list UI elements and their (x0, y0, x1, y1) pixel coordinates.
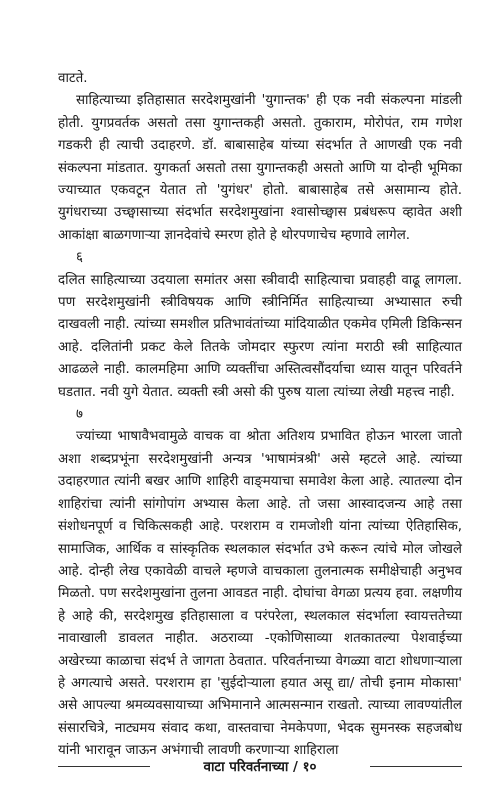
running-title: वाटा परिवर्तनाच्या / १० (203, 760, 317, 775)
section-number-6: ६ (76, 250, 83, 266)
paragraph-bhashamantrashri: ज्यांच्या भाषावैभवामुळे वाचक वा श्रोता अतिशय प्रभावित होऊन भारला जातो अशा शब्दप्रभूंना सरदेशमुखांनी अन्यत्र 'भाषामंत्रश्री' असे म्हटले आहे. त्यांच्या उदाहरणात त्यांनी बखर आणि शाहिरी वाङ्‌मयाचा समावेश केला आहे. त्यातल्या दोन शाहिरांचा त्यांनी सांगोपांग अभ्यास केला आहे. तो जसा आस्वादजन्य आहे तसा संशोधनपूर्ण व चिकित्सकही आहे. परशराम व रामजोशी यांना त्यांच्या ऐतिहासिक, सामाजिक, आर्थिक व सांस्कृतिक स्थलकाल संदर्भात उभे करून त्यांचे मोल जोखले आहे. दोन्ही लेख एकावेळी वाचले म्हणजे वाचकाला तुलनात्मक समीक्षेचाही अनुभव मिळतो. पण सरदेशमुखांना तुलना आवडत नाही. दोघांचा वेगळा प्रत्यय हवा. लक्षणीय हे आहे की, सरदेशमुख इतिहासाला व परंपरेला, स्थलकाल संदर्भाला स्वायत्ततेच्या नावाखाली डावलत नाहीत. अठराव्या -एकोणिसाव्या शतकातल्या पेशवाईच्या अखेरच्या काळाचा संदर्भ ते जागता ठेवतात. परिवर्तनाच्या वेगळ्या वाटा शोधणाऱ्याला हे अगत्याचे असते. परशराम हा 'सुईदोऱ्याला हयात असू द्या/ तोची इनाम मोकासा' असे आपल्या श्रमव्यवसायाच्या अभिमानाने आत्मसन्मान राखतो. त्याच्या लावण्यांतील संसारचित्रे, नाट्यमय संवाद कथा, वास्तवाचा नेमकेपणा, भेदक सुमनस्क सहजबोध यांनी भारावून जाऊन अभंगाची लावणी करणाऱ्या शाहिराला (58, 429, 462, 759)
page-body-text (58, 68, 462, 763)
page-footer (58, 754, 462, 778)
section-number-7: ७ (76, 407, 83, 423)
opening-line: वाटते. (58, 71, 88, 86)
footer-right-rule (370, 766, 462, 767)
paragraph-streevadi: दलित साहित्याच्या उदयाला समांतर असा स्त्रीवादी साहित्याचा प्रवाहही वाढू लागला. पण सरदेशमुखांनी स्त्रीविषयक आणि स्त्रीनिर्मित साहित्याच्या अभ्यासात रुची दाखवली नाही. त्यांच्या समशील प्रतिभावंतांच्या मांदियाळीत एकमेव एमिली डिकिन्सन आहे. दलितांनी प्रकट केले तितके जोमदार स्फुरण त्यांना मराठी स्त्री साहित्यात आढळले नाही. कालमहिमा आणि व्यक्तींचा अस्तित्वसौंदर्याचा ध्यास यातून परिवर्तने घडतात. नवी युगे येतात. व्यक्ती स्त्री असो की पुरुष याला त्यांच्या लेखी महत्त्व नाही. (58, 272, 462, 400)
footer-left-rule (58, 766, 150, 767)
paragraph-yugantak: साहित्याच्या इतिहासात सरदेशमुखांनी 'युगान्तक' ही एक नवी संकल्पना मांडली होती. युगप्रवर्तक असतो तसा युगान्तकही असतो. तुकाराम, मोरोपंत, राम गणेश गडकरी ही त्याची उदाहरणे. डॉ. बाबासाहेब यांच्या संदर्भात ते आणखी एक नवी संकल्पना मांडतात. युगकर्ता असतो तसा युगान्तकही असतो आणि या दोन्ही भूमिका ज्याच्यात एकवटून येतात तो 'युगंधर' होतो. बाबासाहेब तसे असामान्य होते. युगंधराच्या उच्छ्वासाच्या संदर्भात सरदेशमुखांना श्वासोच्छ्वास प्रबंधरूप व्हावेत अशी आकांक्षा बाळगणाऱ्या ज्ञानदेवांचे स्मरण होते हे थोरपणाचेच म्हणावे लागेल. (58, 93, 462, 243)
